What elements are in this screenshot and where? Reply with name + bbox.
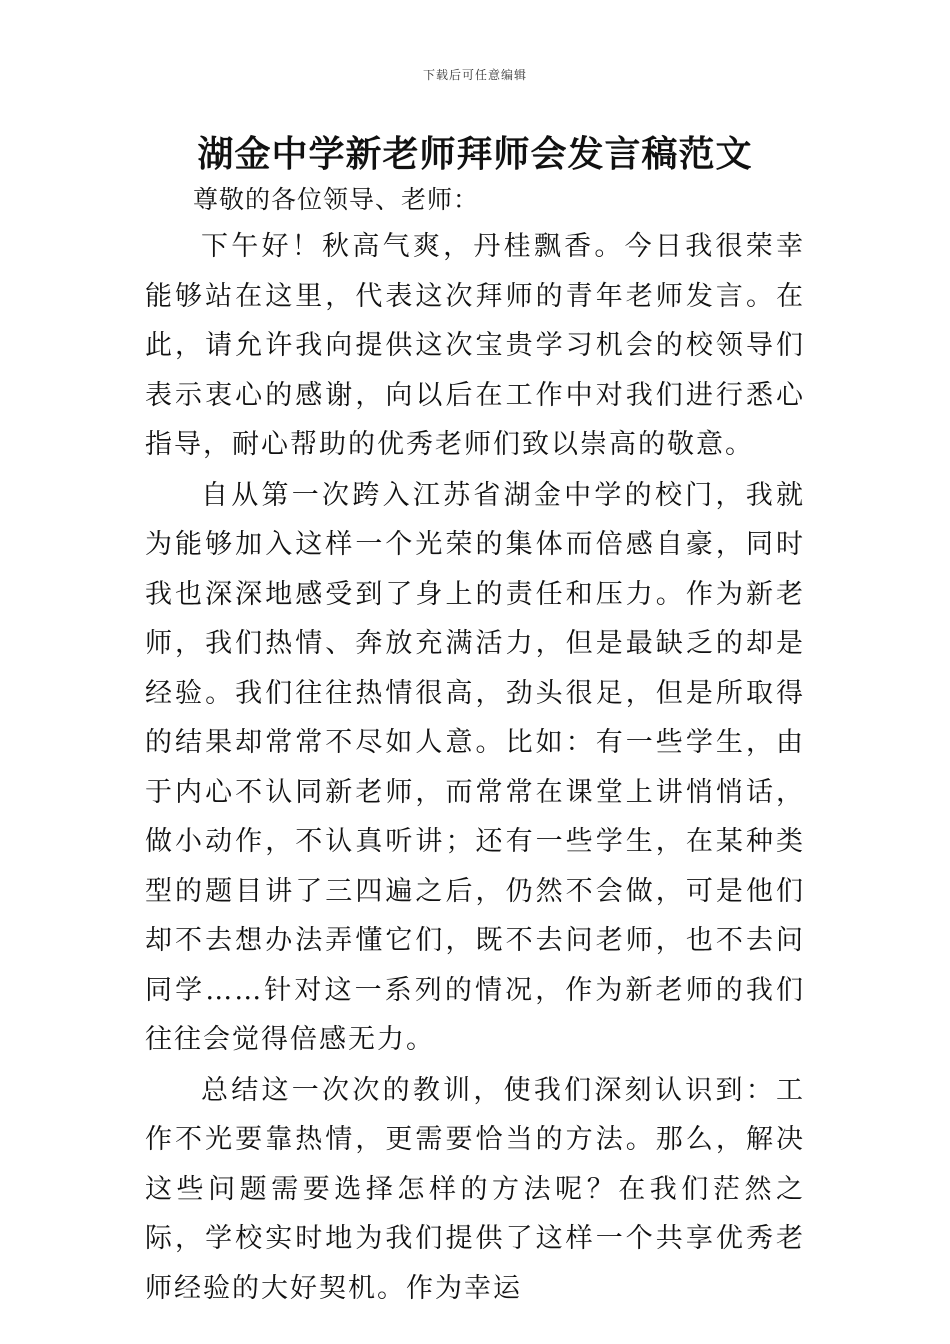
document-body [145,222,805,1313]
header-note: 下载后可任意编辑 [422,68,527,82]
paragraph: 自从第一次跨入江苏省湖金中学的校门，我就为能够加入这样一个光荣的集体而倍感自豪，同时我也深深地感受到了身上的责任和压力。作为新老师，我们热情、奔放充满活力，但是最缺乏的却是经验。我们往往热情很高，劲头很足，但是所取得的结果却常常不尽如人意。比如：有一些学生，由于内心不认同新老师，而常常在课堂上讲悄悄话，做小动作，不认真听讲；还有一些学生，在某种类型的题目讲了三四遍之后，仍然不会做，可是他们却不去想办法弄懂它们，既不去问老师，也不去问同学……针对这一系列的情况，作为新老师的我们往往会觉得倍感无力。 [145,479,805,1055]
document-title: 湖金中学新老师拜师会发言稿范文 [197,134,753,175]
salutation: 尊敬的各位领导、老师： [193,185,480,214]
paragraph: 总结这一次次的教训，使我们深刻认识到：工作不光要靠热情，更需要恰当的方法。那么，解决这些问题需要选择怎样的方法呢？在我们茫然之际，学校实时地为我们提供了这样一个共享优秀老师经验的大好契机。作为幸运 [145,1074,805,1304]
paragraph: 下午好！秋高气爽，丹桂飘香。今日我很荣幸能够站在这里，代表这次拜师的青年老师发言。在此，请允许我向提供这次宝贵学习机会的校领导们表示衷心的感谢，向以后在工作中对我们进行悉心指导，耐心帮助的优秀老师们致以崇高的敬意。 [145,231,805,460]
